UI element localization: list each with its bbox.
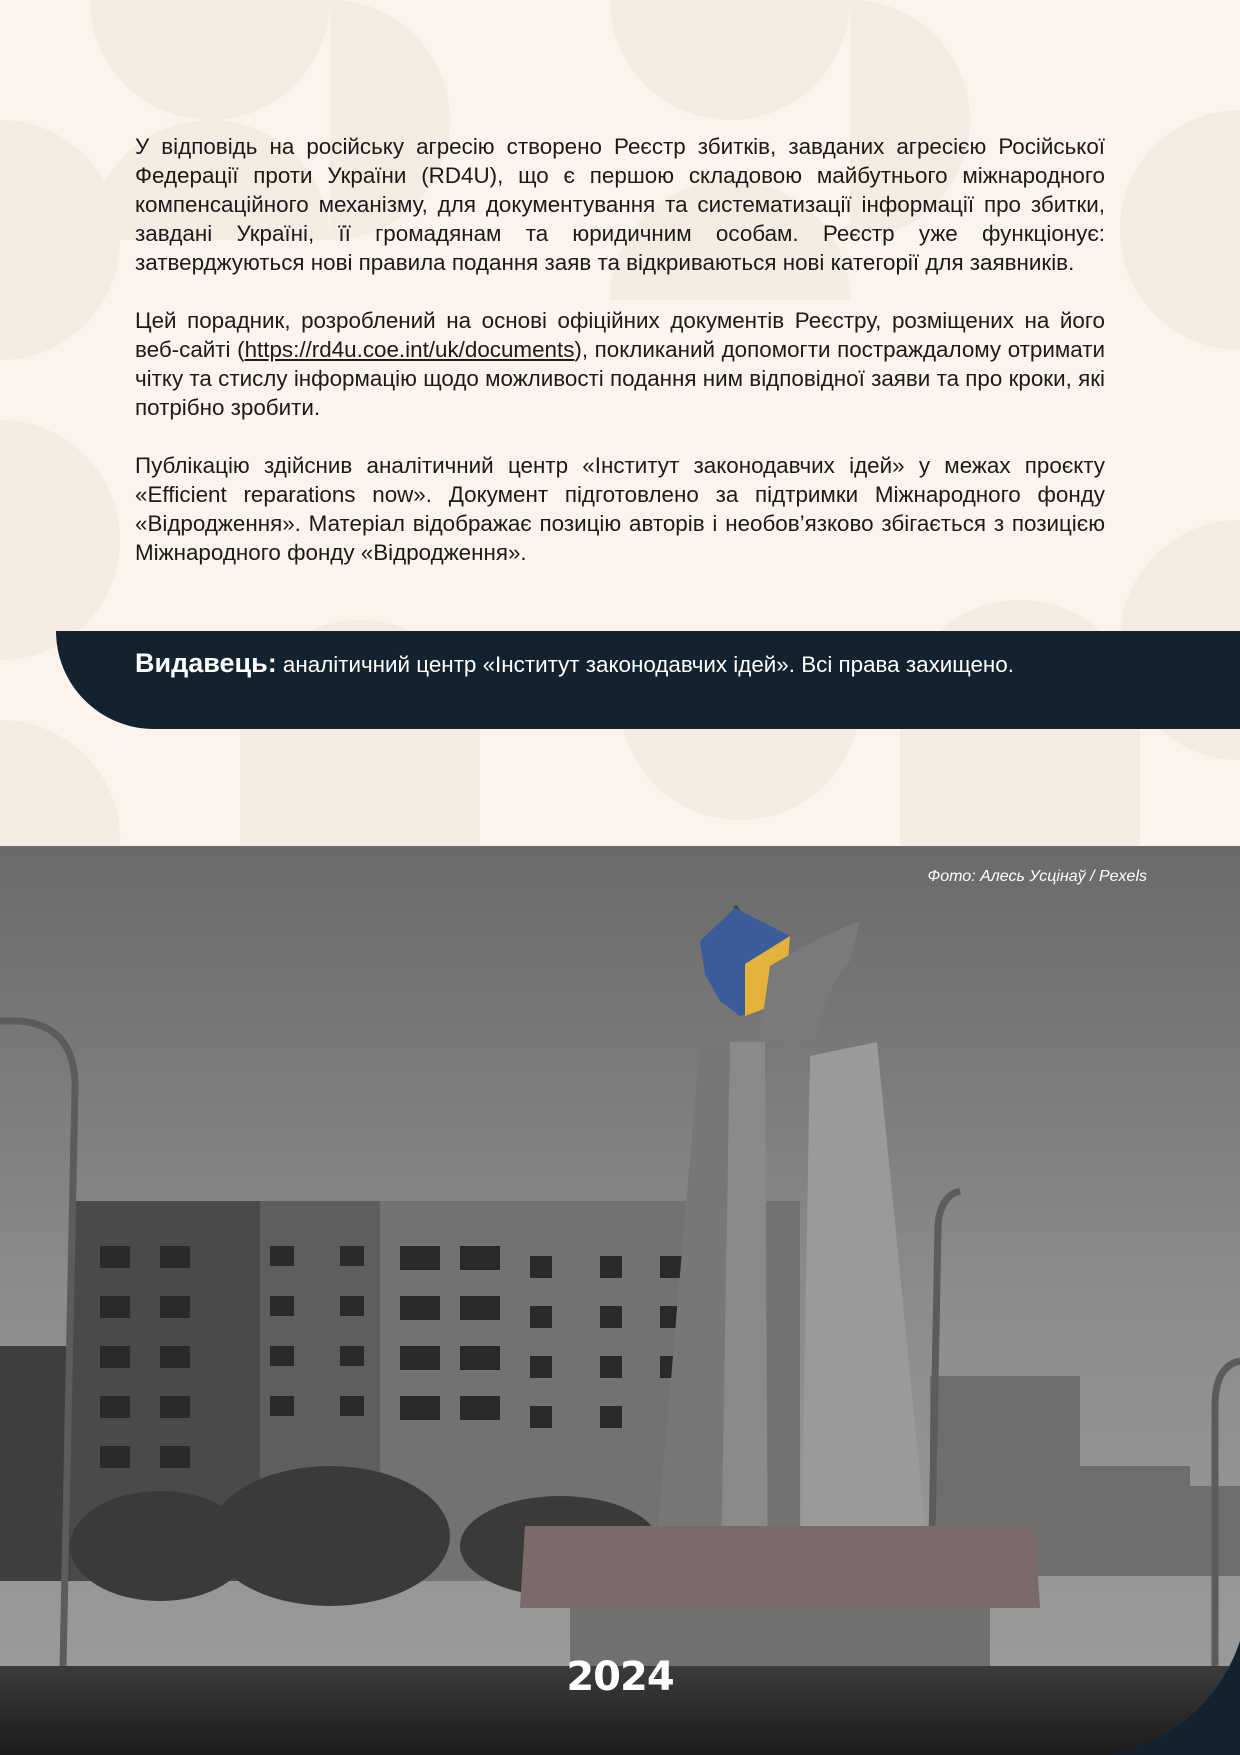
corner-decoration [1110,1535,1240,1755]
publisher-label: Видавець: [135,648,277,678]
registry-documents-link[interactable]: https://rd4u.coe.int/uk/documents [244,337,575,362]
intro-paragraph-3: Публікацію здійснив аналітичний центр «Інститут законодавчих ідей» у межах проєкту «Efficient reparations now». Документ підготовлено за підтримки Міжнародного фонду «Відродження». Матеріал відображає позицію авторів і необов’язково збігається з позицією Міжнародного фонду «Відродження». [135,453,1105,565]
intro-paragraph-1: У відповідь на російську агресію створено Реєстр збитків, завданих агресією Російської Федерації проти України (RD4U), що є першою складовою майбутнього міжнародного компенсаційного механізму, для документування та систематизації інформації про збитки, завдані Україні, її громадянам та юридичним особам. Реєстр уже функціонує: затверджуються нові правила подання заяв та відкриваються нові категорії для заявників. [135,134,1105,275]
intro-paragraph-2-before: Цей порадник, розроблений на основі офіційних документів Реєстру, розміщених на його веб-сайті ( [135,308,1105,362]
cover-photo [0,846,1240,1755]
publisher-value: аналітичний центр «Інститут законодавчих ідей». Всі права захищено. [276,652,1014,677]
publication-year: 2024 [566,1654,674,1700]
intro-paragraph-2-after: ), покликаний допомогти постраждалому отримати чітку та стислу інформацію щодо можливості подання ним відповідної заяви та про кроки, які потрібно зробити. [135,337,1106,420]
photo-credit: Фото: Алесь Усцінаў / Pexels [927,868,1147,885]
publisher-band [56,631,1240,729]
borodianka-photo-illustration [0,846,1240,1755]
intro-text [135,132,1105,596]
intro-paragraph-2 [135,306,1105,422]
publisher-text [135,649,1105,679]
